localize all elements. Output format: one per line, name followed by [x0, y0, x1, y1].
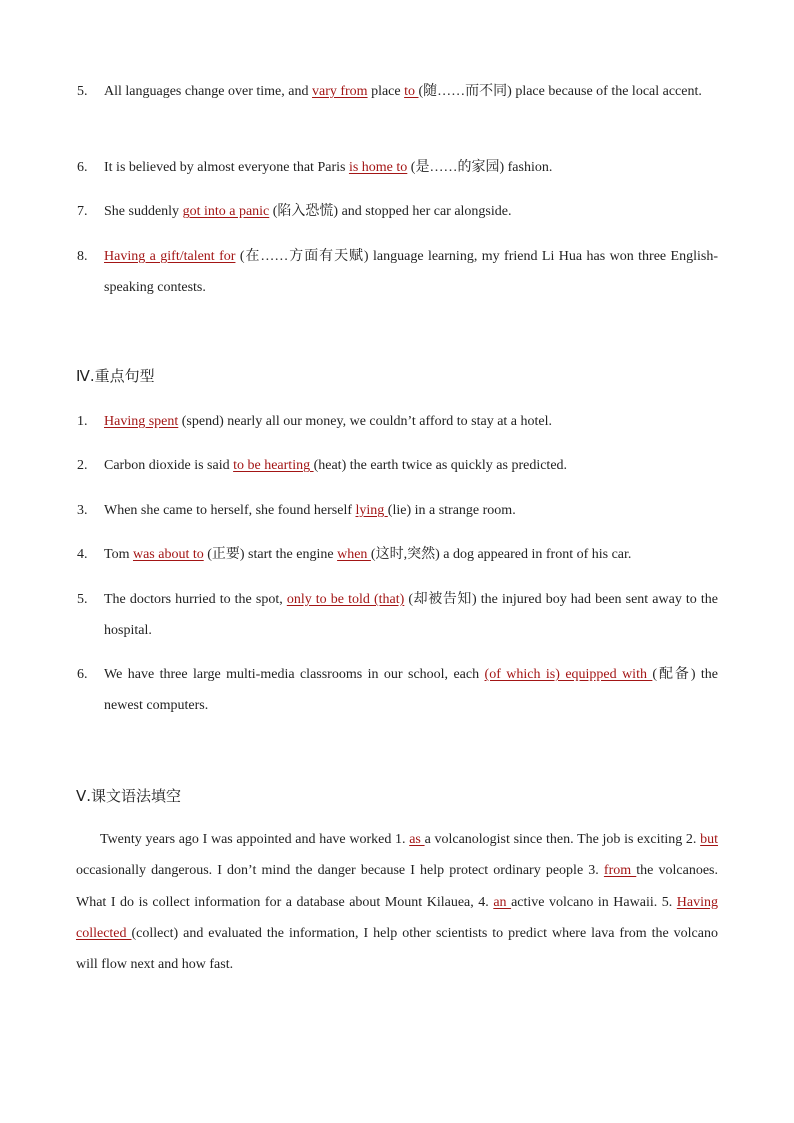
item-number: 1. [77, 414, 88, 429]
item-text: Carbon dioxide is said to be hearting (heat) the earth twice as quickly as predicted. [104, 458, 568, 473]
answer-blank: Having a gift/talent for [104, 249, 236, 264]
answer-blank: Having spent [104, 414, 179, 429]
answer-blank: when [337, 547, 371, 562]
item-text: Having spent (spend) nearly all our money, we couldn’t afford to stay at a hotel. [104, 414, 553, 429]
part4-item-4 [77, 539, 718, 570]
answer-blank: as [409, 832, 425, 847]
item-text: We have three large multi-media classrooms in our school, each (of which is) equipped with (配备) the newest computers. [104, 667, 718, 713]
part4-item-6 [77, 659, 718, 721]
answer-blank: lying [355, 503, 388, 518]
part3-item-8 [77, 241, 718, 303]
item-text: When she came to herself, she found herself lying (lie) in a strange room. [104, 503, 516, 518]
section-heading-grammar-fill: Ⅴ.课文语法填空 [76, 787, 182, 805]
answer-blank: Having collected [76, 894, 719, 941]
item-text: Tom was about to (正要) start the engine when (这时,突然) a dog appeared in front of his car. [104, 547, 632, 562]
item-text: She suddenly got into a panic (陷入恐慌) and stopped her car alongside. [104, 204, 512, 219]
item-number: 7. [77, 204, 88, 219]
item-text: All languages change over time, and vary from place to (随……而不同) place because of the local accent. [104, 84, 702, 99]
item-number: 4. [77, 547, 88, 562]
item-text: The doctors hurried to the spot, only to be told (that) (却被告知) the injured boy had been sent away to the hospital. [104, 592, 718, 638]
answer-blank: (of which is) equipped with [484, 667, 653, 682]
answer-blank: was about to [132, 547, 204, 562]
item-number: 5. [77, 592, 88, 607]
part3-item-5 [77, 76, 718, 107]
part3-item-7 [77, 196, 718, 227]
part4-item-5 [77, 584, 718, 646]
item-number: 6. [77, 667, 88, 682]
part3-item-6 [77, 152, 718, 183]
item-number: 5. [77, 84, 88, 99]
answer-blank: from [603, 863, 637, 879]
item-text: Having a gift/talent for (在……方面有天赋) language learning, my friend Li Hua has won three English-speaking contests. [104, 249, 718, 295]
answer-blank: only to be told (that) [286, 592, 405, 607]
section-heading-key-sentences: Ⅳ.重点句型 [76, 367, 155, 385]
item-number: 8. [77, 249, 88, 264]
part4-item-2 [77, 450, 718, 481]
item-text: It is believed by almost everyone that Paris is home to (是……的家园) fashion. [104, 160, 553, 175]
item-number: 6. [77, 160, 88, 175]
part4-item-1 [77, 406, 718, 437]
answer-blank: is home to [348, 160, 408, 175]
answer-blank: to be hearting [233, 458, 314, 473]
answer-blank: got into a panic [182, 204, 270, 219]
part4-item-3 [77, 495, 718, 526]
passage-paragraph: Twenty years ago I was appointed and have worked 1. as a volcanologist since then. The job is exciting 2. but occasionally dangerous. I don’t mind the danger because I help protect ordinary people 3. from the volcanoes. What I do is collect information for a database about Mount Kilauea, 4. an active volcano in Hawaii. 5. Having collected (collect) and evaluated the information, I help other scientists to predict where lava from the volcano will flow next and how fast. [76, 832, 719, 973]
answer-blank: an [493, 894, 512, 910]
answer-blank: but [700, 832, 719, 847]
answer-blank: to [404, 84, 419, 99]
item-number: 2. [77, 458, 88, 473]
answer-blank: vary from [311, 84, 368, 99]
item-number: 3. [77, 503, 88, 518]
